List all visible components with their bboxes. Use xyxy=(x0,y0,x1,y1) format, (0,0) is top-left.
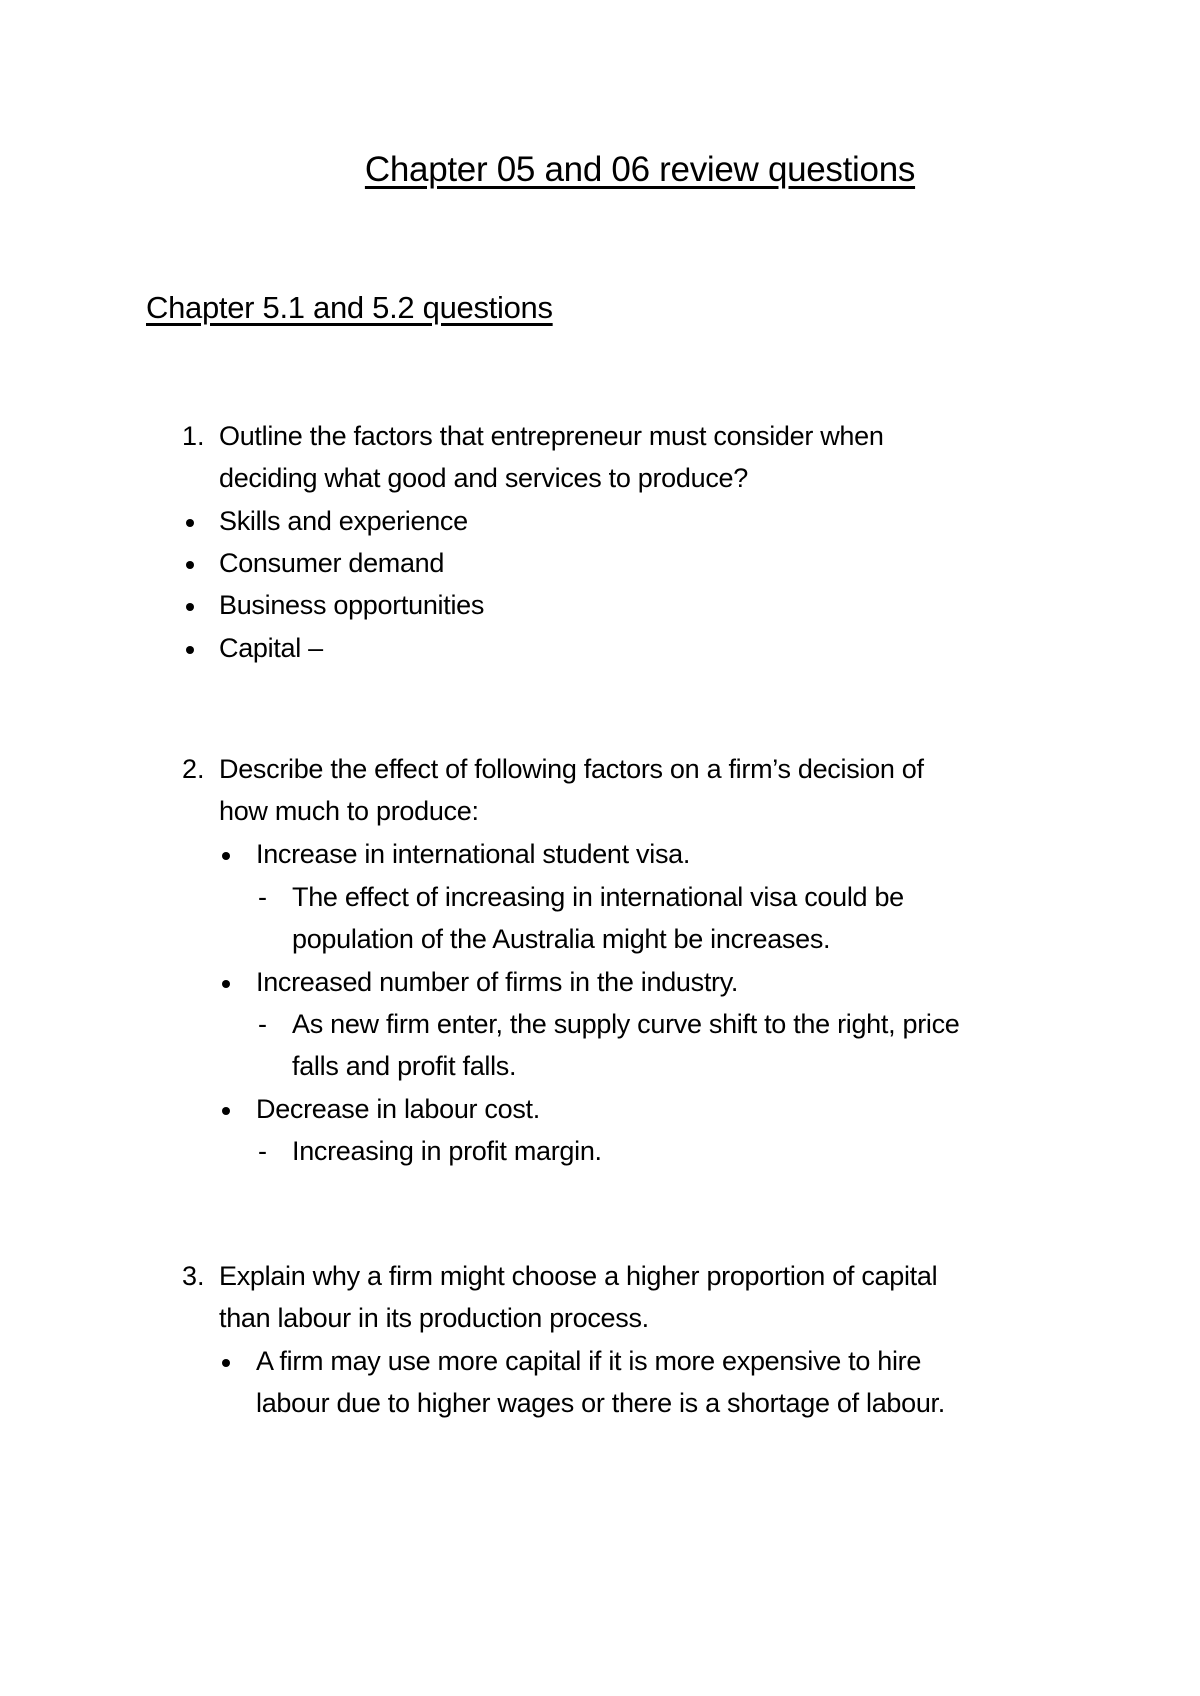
bullet-dot xyxy=(186,603,194,611)
question-text-line: Outline the factors that entrepreneur must consider when xyxy=(219,421,884,451)
answer-text-line: population of the Australia might be increases. xyxy=(292,924,831,954)
question-number: 3. xyxy=(182,1261,205,1291)
bullet-dot xyxy=(222,1359,230,1367)
answer-dash: - xyxy=(258,882,267,912)
bullet-dot xyxy=(186,519,194,527)
list-item: Consumer demand xyxy=(219,548,445,578)
list-item: Increased number of firms in the industry. xyxy=(256,967,739,997)
answer-text-line: Increasing in profit margin. xyxy=(292,1136,602,1166)
list-item: Capital – xyxy=(219,633,323,663)
bullet-dot xyxy=(186,646,194,654)
bullet-dot xyxy=(222,852,230,860)
answer-text-line: The effect of increasing in international visa could be xyxy=(292,882,904,912)
question-text-line: how much to produce: xyxy=(219,796,479,826)
question-text-line: deciding what good and services to produce? xyxy=(219,463,748,493)
answer-dash: - xyxy=(258,1009,267,1039)
section-heading: Chapter 5.1 and 5.2 questions xyxy=(146,290,553,325)
answer-dash: - xyxy=(258,1136,267,1166)
question-number: 1. xyxy=(182,421,205,451)
bullet-dot xyxy=(222,1107,230,1115)
list-item: labour due to higher wages or there is a shortage of labour. xyxy=(256,1388,945,1418)
question-text-line: Explain why a firm might choose a higher proportion of capital xyxy=(219,1261,938,1291)
list-item: Skills and experience xyxy=(219,506,468,536)
list-item: A firm may use more capital if it is more expensive to hire xyxy=(256,1346,922,1376)
bullet-dot xyxy=(222,980,230,988)
answer-text-line: As new firm enter, the supply curve shift to the right, price xyxy=(292,1009,960,1039)
list-item: Business opportunities xyxy=(219,590,485,620)
answer-text-line: falls and profit falls. xyxy=(292,1051,517,1081)
question-number: 2. xyxy=(182,754,205,784)
list-item: Decrease in labour cost. xyxy=(256,1094,540,1124)
list-item: Increase in international student visa. xyxy=(256,839,691,869)
question-text-line: Describe the effect of following factors on a firm’s decision of xyxy=(219,754,924,784)
question-text-line: than labour in its production process. xyxy=(219,1303,649,1333)
bullet-dot xyxy=(186,561,194,569)
document-title: Chapter 05 and 06 review questions xyxy=(364,150,916,189)
